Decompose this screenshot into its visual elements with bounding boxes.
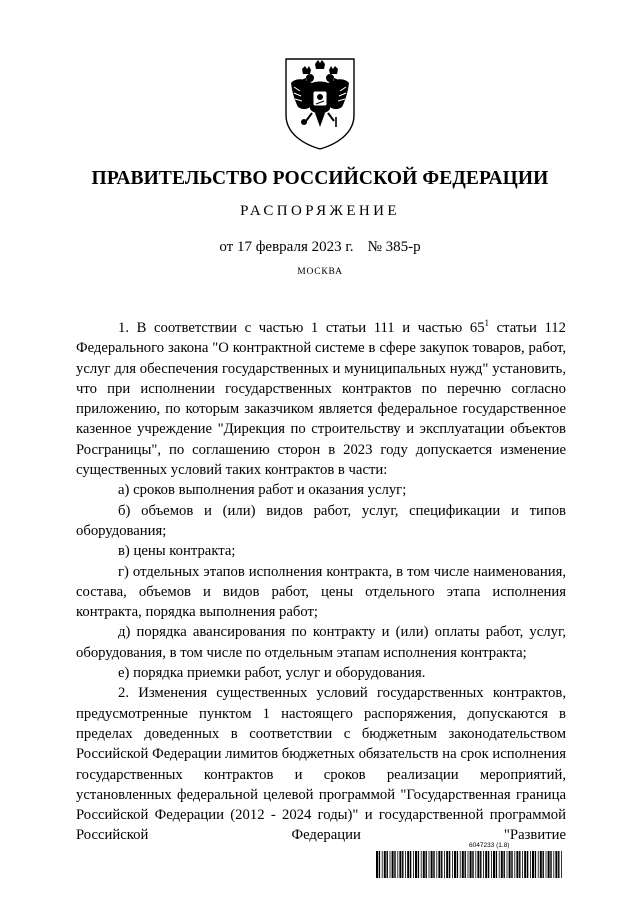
document-number: № 385-р (367, 239, 421, 255)
barcode-number: 6047233 (1.8) (469, 842, 510, 849)
list-item-v: в) цены контракта; (118, 543, 236, 560)
document-body (76, 318, 566, 846)
paragraph-1: 1. В соответствии с частью 1 статьи 111 и частью $65^1$ статьи 112 Федерального закона "О контрактной системе в сфере закупок товаров, работ, услуг для обеспечения государственных и муниципальных нужд" установить, что при исполнении государственных контрактов по перечню согласно приложению, по которым заказчиком является федеральное государственное казенное учреждение "Дирекция по строительству и эксплуатации объектов Росграницы", по соглашению сторон в 2023 году допускается изменение существенных условий таких контрактов в части: (76, 318, 566, 479)
barcode-icon (376, 851, 564, 878)
document-date-line (0, 239, 640, 256)
coat-of-arms-emblem-icon (282, 57, 358, 150)
list-item-d: д) порядка авансирования по контракту и (или) оплаты работ, услуг, оборудования, в том числе по отдельным этапам исполнения контракта; (76, 624, 566, 661)
list-item-a: а) сроков выполнения работ и оказания услуг; (118, 482, 407, 499)
list-item-g: г) отдельных этапов исполнения контракта, в том числе наименования, состава, объемов и видов работ, цены отдельного этапа исполнения контракта, порядка выполнения работ; (76, 563, 566, 621)
list-item-b: б) объемов и (или) видов работ, услуг, спецификации и типов оборудования; (76, 502, 566, 539)
government-title: ПРАВИТЕЛЬСТВО РОССИЙСКОЙ ФЕДЕРАЦИИ (91, 168, 549, 189)
document-type: РАСПОРЯЖЕНИЕ (240, 203, 400, 219)
document-city: МОСКВА (297, 267, 343, 277)
list-item-e: е) порядка приемки работ, услуг и оборудования. (118, 665, 426, 682)
document-date: от 17 февраля 2023 г. (219, 239, 354, 255)
paragraph-2: 2. Изменения существенных условий государственных контрактов, предусмотренные пунктом 1 настоящего распоряжения, допускаются в пределах доведенных в соответствии с бюджетным законодательством Российской Федерации лимитов бюджетных обязательств на срок исполнения государственных контрактов и сроков реализации мероприятий, установленных федеральной целевой программой "Государственная граница Российской Федерации (2012 - 2024 годы)" и государственной программой Российской Федерации "Развитие (76, 685, 566, 844)
